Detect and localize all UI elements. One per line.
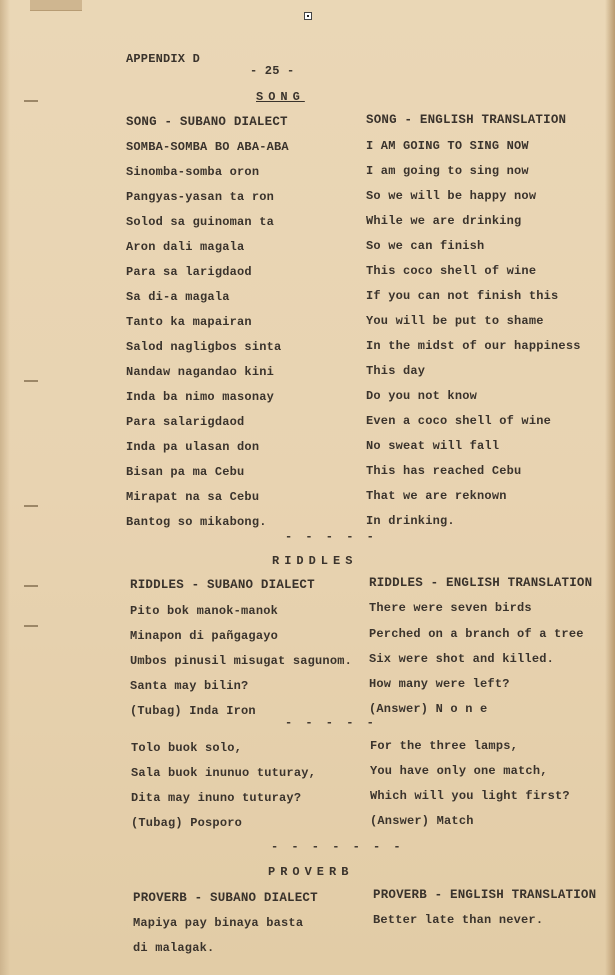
song-english-line: So we can finish: [366, 239, 485, 253]
song-english-line: This coco shell of wine: [366, 264, 537, 278]
song-english-line: Do you not know: [366, 389, 478, 403]
riddle-subano-line: (Tubag) Posporo: [131, 816, 243, 830]
song-subano-line: Sa di-a magala: [126, 290, 230, 304]
margin-mark: [24, 585, 38, 587]
page-number: - 25 -: [250, 64, 295, 78]
song-subano-line: Inda pa ulasan don: [126, 440, 260, 454]
song-english-line: Even a coco shell of wine: [366, 414, 552, 428]
song-subano-line: Bantog so mikabong.: [126, 515, 267, 529]
song-english-line: I AM GOING TO SING NOW: [366, 139, 529, 153]
riddle-english-line: How many were left?: [369, 677, 510, 691]
proverb-left-heading: PROVERB - SUBANO DIALECT: [133, 891, 318, 905]
margin-mark: [24, 380, 38, 382]
song-subano-line: Para salarigdaod: [126, 415, 245, 429]
song-english-line: So we will be happy now: [366, 189, 537, 203]
song-left-heading: SONG - SUBANO DIALECT: [126, 115, 288, 129]
song-english-line: While we are drinking: [366, 214, 522, 228]
song-subano-line: SOMBA-SOMBA BO ABA-ABA: [126, 140, 289, 154]
margin-mark: [24, 625, 38, 627]
song-subano-line: Bisan pa ma Cebu: [126, 465, 245, 479]
proverb-subano-line: di malagak.: [133, 941, 215, 955]
proverb-subano-line: Mapiya pay binaya basta: [133, 916, 304, 930]
section-divider: - - - - -: [285, 716, 377, 730]
riddles-left-heading: RIDDLES - SUBANO DIALECT: [130, 578, 315, 592]
song-subano-line: Sinomba-somba oron: [126, 165, 260, 179]
song-english-line: This has reached Cebu: [366, 464, 522, 478]
paper-tab: [30, 0, 82, 11]
riddle-subano-line: Pito bok manok-manok: [130, 604, 279, 618]
riddle-english-line: Which will you light first?: [370, 789, 570, 803]
song-subano-line: Nandaw nagandao kini: [126, 365, 275, 379]
song-english-line: This day: [366, 364, 426, 378]
song-subano-line: Inda ba nimo masonay: [126, 390, 275, 404]
song-subano-line: Salod nagligbos sinta: [126, 340, 282, 354]
riddle-subano-line: Tolo buok solo,: [131, 741, 243, 755]
song-english-line: I am going to sing now: [366, 164, 529, 178]
riddle-english-line: You have only one match,: [370, 764, 548, 778]
riddle-subano-line: Dita may inuno tuturay?: [131, 791, 302, 805]
riddle-subano-line: Sala buok inunuo tuturay,: [131, 766, 317, 780]
page-left-edge: [0, 0, 10, 975]
riddle-subano-line: Umbos pinusil misugat sagunom.: [130, 654, 353, 668]
song-english-line: That we are reknown: [366, 489, 507, 503]
proverb-title: PROVERB: [268, 865, 354, 879]
song-english-line: You will be put to shame: [366, 314, 544, 328]
song-subano-line: Pangyas-yasan ta ron: [126, 190, 275, 204]
riddle-english-line: (Answer) N o n e: [369, 702, 488, 716]
section-divider: - - - - -: [285, 530, 377, 544]
section-divider: - - - - - - -: [271, 840, 404, 854]
song-subano-line: Aron dali magala: [126, 240, 245, 254]
song-subano-line: Para sa larigdaod: [126, 265, 252, 279]
riddle-subano-line: (Tubag) Inda Iron: [130, 704, 256, 718]
song-right-heading: SONG - ENGLISH TRANSLATION: [366, 113, 567, 127]
margin-mark: [24, 100, 38, 102]
riddle-english-line: Perched on a branch of a tree: [369, 627, 584, 641]
riddle-subano-line: Minapon di pañgagayo: [130, 629, 279, 643]
appendix-label: APPENDIX D: [126, 52, 201, 66]
song-english-line: In the midst of our happiness: [366, 339, 581, 353]
margin-mark: [24, 505, 38, 507]
riddles-right-heading: RIDDLES - ENGLISH TRANSLATION: [369, 576, 593, 590]
song-subano-line: Mirapat na sa Cebu: [126, 490, 260, 504]
song-english-line: In drinking.: [366, 514, 455, 528]
song-english-line: If you can not finish this: [366, 289, 559, 303]
riddles-title: RIDDLES: [272, 554, 358, 568]
song-title: SONG: [256, 90, 305, 104]
proverb-right-heading: PROVERB - ENGLISH TRANSLATION: [373, 888, 597, 902]
riddle-subano-line: Santa may bilin?: [130, 679, 249, 693]
song-english-line: No sweat will fall: [366, 439, 500, 453]
song-subano-line: Tanto ka mapairan: [126, 315, 252, 329]
riddle-english-line: (Answer) Match: [370, 814, 474, 828]
page-right-edge: [605, 0, 615, 975]
binding-hole-icon: [304, 12, 312, 20]
song-subano-line: Solod sa guinoman ta: [126, 215, 275, 229]
riddle-english-line: Six were shot and killed.: [369, 652, 555, 666]
riddle-english-line: For the three lamps,: [370, 739, 519, 753]
proverb-english-line: Better late than never.: [373, 913, 544, 927]
riddle-english-line: There were seven birds: [369, 601, 532, 615]
